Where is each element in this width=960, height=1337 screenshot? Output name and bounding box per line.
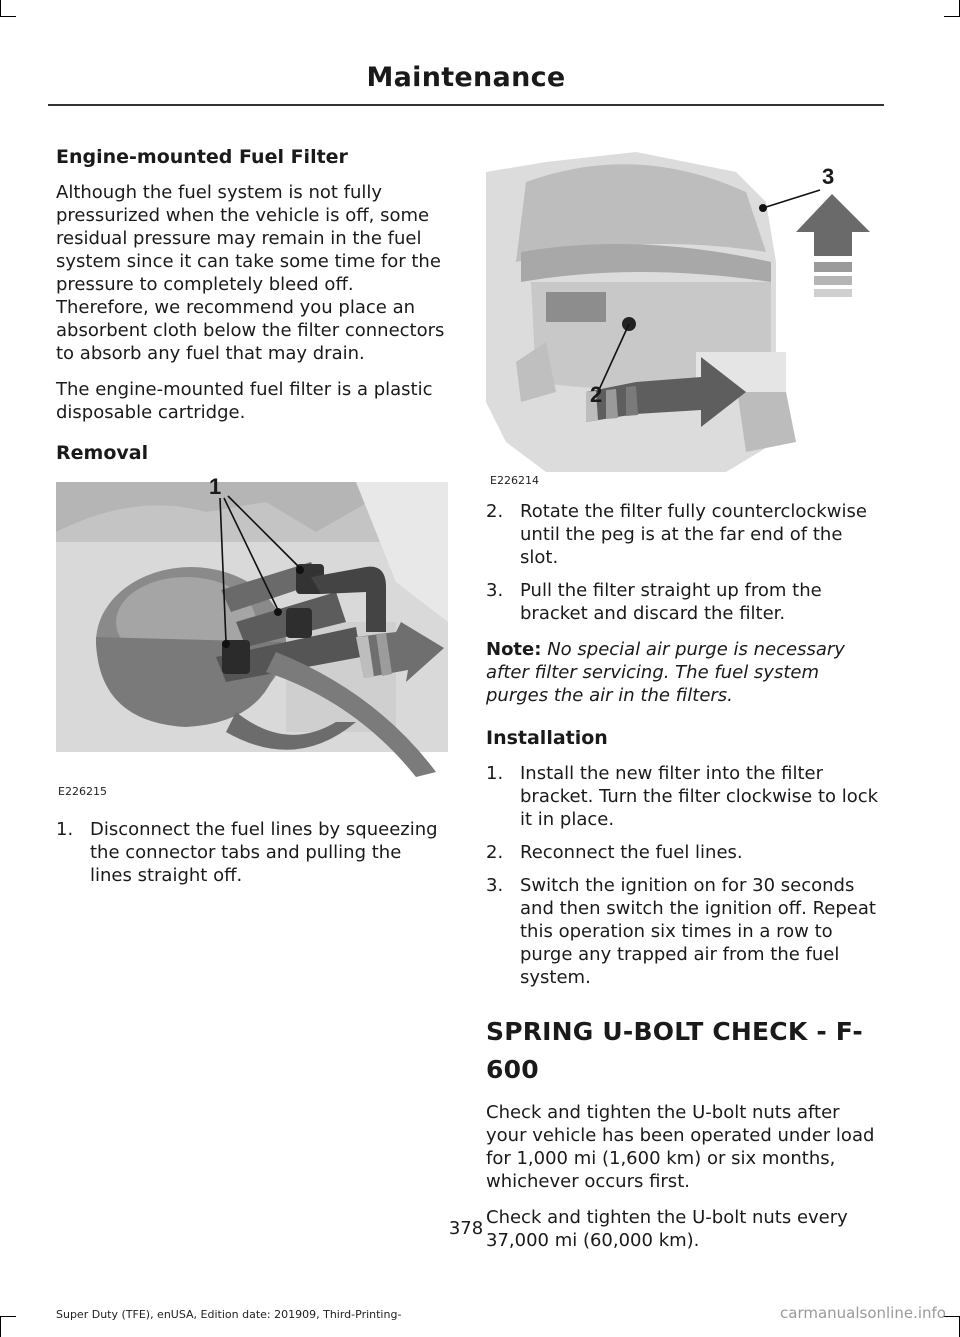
- crop-mark: [944, 1316, 960, 1317]
- crop-mark: [0, 1316, 16, 1317]
- list-text: Reconnect the fuel lines.: [520, 842, 743, 863]
- left-column: [56, 146, 448, 477]
- crop-mark: [944, 16, 960, 17]
- watermark: carmanualsonline.info: [780, 1304, 946, 1322]
- list-text: Pull the filter straight up from the bracket and discard the filter.: [520, 580, 822, 624]
- figure-code: E226214: [490, 474, 539, 487]
- list-text: Install the new filter into the filter bracket. Turn the filter clockwise to lock it in place.: [520, 763, 879, 830]
- figure-callout-2: 2: [590, 382, 603, 407]
- list-number: 2.: [486, 501, 504, 522]
- paragraph-u-bolt-initial: Check and tighten the U-bolt nuts after your vehicle has been operated under load for 1,000 mi (1,600 km) or six months, whichever occurs first.: [486, 1102, 875, 1192]
- note: [486, 638, 881, 707]
- list-text: Rotate the filter fully counterclockwise until the peg is at the far end of the slot.: [520, 501, 867, 568]
- crop-mark: [0, 16, 16, 17]
- list-item: [56, 818, 448, 887]
- list-number: 2.: [486, 842, 504, 863]
- figure-filter-rotate: [486, 152, 886, 490]
- section-heading-u-bolt: SPRING U-BOLT CHECK - F-600: [486, 1017, 863, 1084]
- paragraph-pressure: Although the fuel system is not fully pressurized when the vehicle is off, some residual pressure may remain in the fuel system since it can take some time for the pressure to completely bleed off. Therefore, we recommend you place an absorbent cloth below the filter connectors to absorb any fuel that may drain.: [56, 182, 445, 364]
- header-divider: [48, 104, 884, 106]
- fuel-filter-rotate-illustration: [486, 152, 886, 490]
- list-number: 1.: [486, 763, 504, 784]
- subheading-installation: Installation: [486, 727, 608, 749]
- page-title: Maintenance: [366, 62, 566, 93]
- edition-footer: Super Duty (TFE), enUSA, Edition date: 201909, Third-Printing-: [56, 1308, 402, 1321]
- figure-callout-3: 3: [822, 164, 835, 189]
- list-text: Disconnect the fuel lines by squeezing the connector tabs and pulling the lines straight off.: [90, 819, 438, 886]
- note-text: No special air purge is necessary after filter servicing. The fuel system purges the air in the filters.: [486, 639, 845, 706]
- note-label: Note:: [486, 639, 542, 660]
- paragraph-cartridge: The engine-mounted fuel filter is a plastic disposable cartridge.: [56, 379, 433, 423]
- figure-fuel-lines: [56, 472, 448, 802]
- list-text: Switch the ignition on for 30 seconds and then switch the ignition off. Repeat this operation six times in a row to purge any trapped air from the fuel system.: [520, 875, 876, 988]
- removal-steps-left: [56, 818, 448, 900]
- right-column: [486, 500, 881, 1265]
- list-item: [486, 874, 881, 989]
- figure-code: E226215: [58, 785, 107, 798]
- list-item: [486, 500, 881, 569]
- list-item: [486, 841, 881, 864]
- fuel-filter-lines-illustration: [56, 472, 448, 802]
- section-heading-fuel-filter: Engine-mounted Fuel Filter: [56, 146, 348, 168]
- paragraph-u-bolt-interval: Check and tighten the U-bolt nuts every 37,000 mi (60,000 km).: [486, 1207, 848, 1251]
- crop-mark: [0, 1317, 1, 1337]
- list-item: [486, 579, 881, 625]
- crop-mark: [0, 0, 1, 16]
- list-number: 3.: [486, 875, 504, 896]
- figure-callout-1: 1: [209, 474, 222, 499]
- list-item: [486, 762, 881, 831]
- subheading-removal: Removal: [56, 442, 149, 464]
- list-number: 1.: [56, 819, 74, 840]
- page-number: 378: [448, 1218, 484, 1239]
- list-number: 3.: [486, 580, 504, 601]
